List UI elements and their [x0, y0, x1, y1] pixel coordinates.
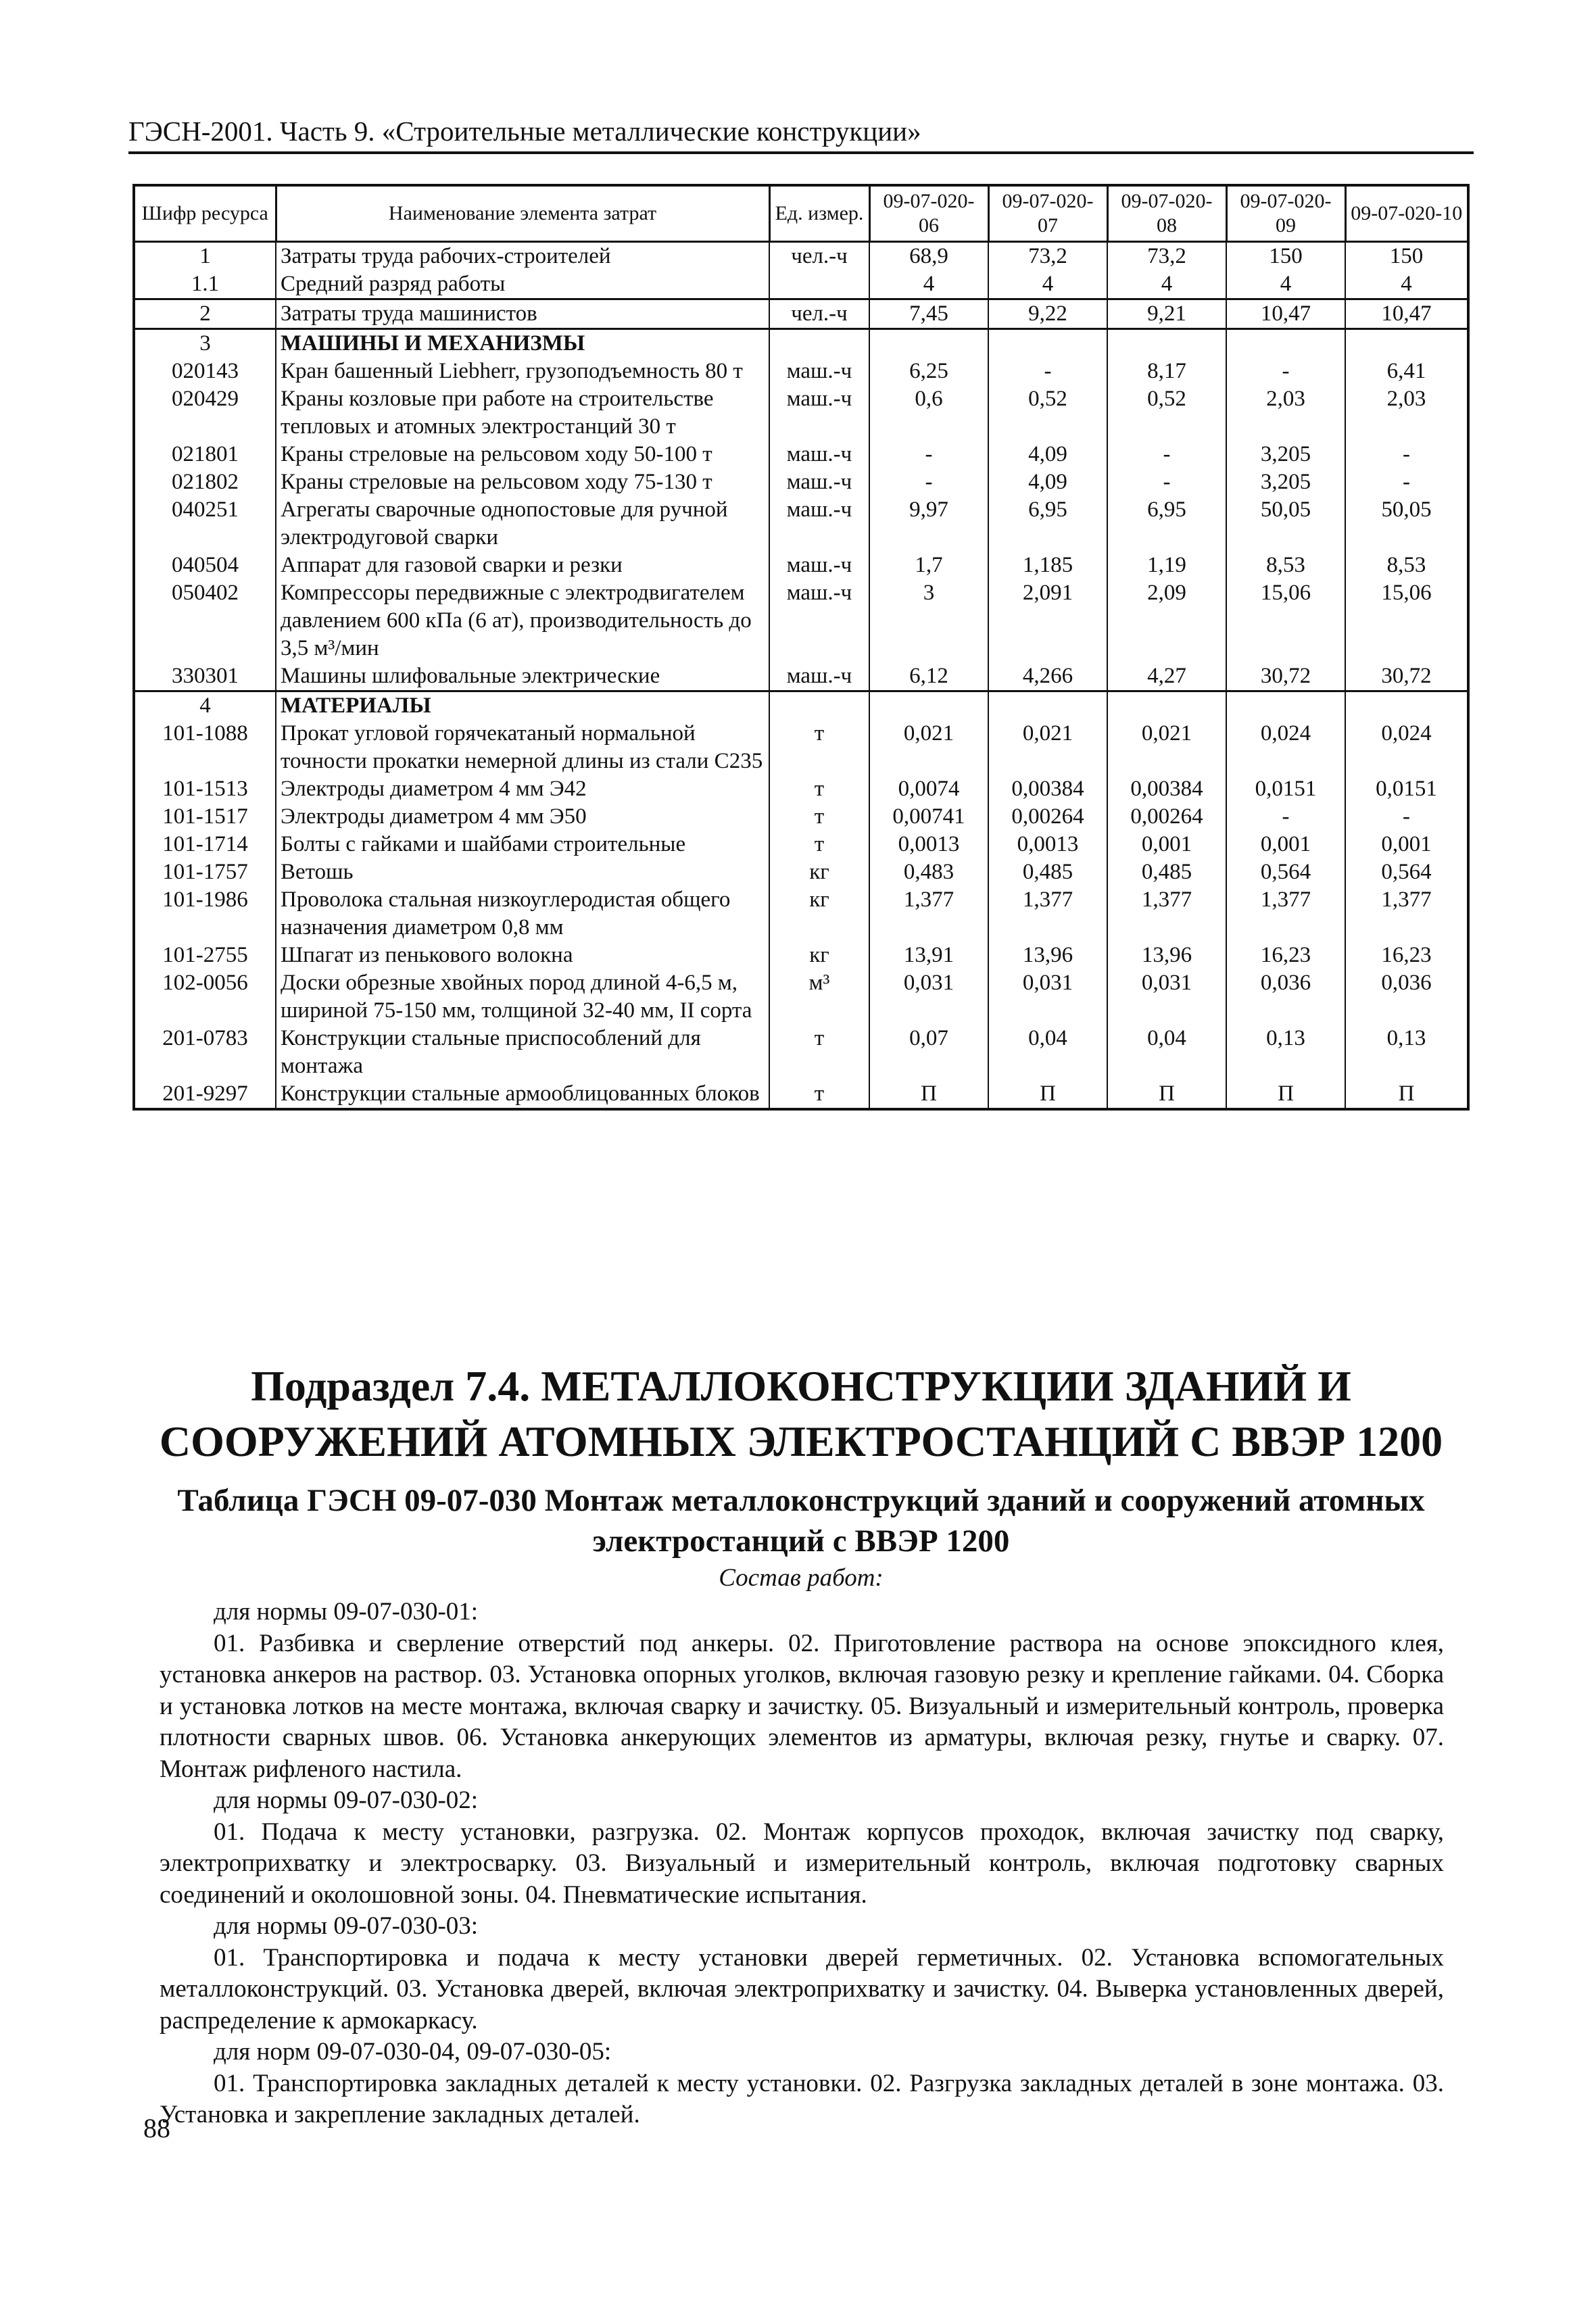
resource-value: 4,09 — [988, 441, 1107, 468]
page-header: ГЭСН-2001. Часть 9. «Строительные металлические конструкции» — [128, 115, 1474, 154]
resource-value: 150 — [1226, 242, 1345, 271]
resource-value: 3,205 — [1226, 441, 1345, 468]
resource-value: 9,97 — [869, 496, 988, 552]
resource-value: 4 — [1345, 270, 1468, 299]
resource-value — [1107, 691, 1226, 721]
resource-value: 1,377 — [988, 886, 1107, 942]
table-row — [134, 441, 1468, 468]
resource-value: 0,07 — [869, 1025, 988, 1080]
resource-unit: кг — [769, 942, 869, 969]
resource-value: - — [1345, 803, 1468, 831]
resource-unit — [769, 270, 869, 299]
resource-unit: кг — [769, 858, 869, 886]
resource-value: 1,377 — [1226, 886, 1345, 942]
resource-code: 101-1757 — [134, 858, 276, 886]
resource-value: 0,6 — [869, 385, 988, 441]
resource-code: 101-1517 — [134, 803, 276, 831]
resource-value: 15,06 — [1226, 579, 1345, 662]
table-row — [134, 691, 1468, 721]
resource-value: П — [1226, 1080, 1345, 1109]
resource-value: - — [869, 441, 988, 468]
resource-name: Электроды диаметром 4 мм Э50 — [276, 803, 769, 831]
resource-value: 13,96 — [988, 942, 1107, 969]
table-row — [134, 775, 1468, 803]
resource-value: 0,564 — [1226, 858, 1345, 886]
resource-value: 0,564 — [1345, 858, 1468, 886]
resource-name: Конструкции стальные приспособлений для монтажа — [276, 1025, 769, 1080]
resource-name: Электроды диаметром 4 мм Э42 — [276, 775, 769, 803]
resource-value: 0,00384 — [1107, 775, 1226, 803]
resource-value: 0,00741 — [869, 803, 988, 831]
resource-value: 6,41 — [1345, 358, 1468, 385]
resource-value: 0,036 — [1226, 969, 1345, 1025]
resource-unit: маш.-ч — [769, 468, 869, 496]
norm-label: для норм 09-07-030-04, 09-07-030-05: — [214, 2038, 612, 2066]
table-row — [134, 496, 1468, 552]
resource-unit: кг — [769, 886, 869, 942]
resource-value: 0,0013 — [988, 831, 1107, 858]
resource-unit: маш.-ч — [769, 552, 869, 579]
resource-value: 0,024 — [1226, 720, 1345, 775]
resource-value: 0,00264 — [988, 803, 1107, 831]
resource-code: 101-1088 — [134, 720, 276, 775]
resource-code: 040251 — [134, 496, 276, 552]
resource-code: 1 — [134, 242, 276, 271]
resource-unit: маш.-ч — [769, 496, 869, 552]
resource-value: 2,09 — [1107, 579, 1226, 662]
table-row — [134, 1025, 1468, 1080]
resource-value: 4,27 — [1107, 662, 1226, 691]
resource-value: 0,031 — [869, 969, 988, 1025]
resource-value: 0,0151 — [1345, 775, 1468, 803]
resource-value: 0,036 — [1345, 969, 1468, 1025]
table-row — [134, 468, 1468, 496]
resource-value: 0,031 — [1107, 969, 1226, 1025]
resource-value: - — [1345, 468, 1468, 496]
resource-name: Прокат угловой горячекатаный нормальной точности прокатки немерной длины из стали С235 — [276, 720, 769, 775]
resource-value: 16,23 — [1226, 942, 1345, 969]
resource-value: 0,52 — [1107, 385, 1226, 441]
resource-name: Затраты труда машинистов — [276, 299, 769, 329]
resource-value: 9,21 — [1107, 299, 1226, 329]
resource-unit: маш.-ч — [769, 441, 869, 468]
work-description: 01. Разбивка и сверление отверстий под анкеры. 02. Приготовление раствора на основе эпоксидного клея, установка анкеров на раствор. 03. Установка опорных уголков, включая газовую резку и крепление гайками. 04. Сборка и установка лотков на месте монтажа, включая сварку и зачистку. 05. Визуальный и измерительный контроль, проверка плотности сварных швов. 06. Установка анкерующих элементов из арматуры, включая резку, гнутье и сварку. 07. Монтаж рифленого настила. — [160, 1629, 1444, 1783]
resource-value — [869, 691, 988, 721]
resource-value: П — [869, 1080, 988, 1109]
resource-unit: чел.-ч — [769, 242, 869, 271]
table-row — [134, 803, 1468, 831]
resource-code: 201-9297 — [134, 1080, 276, 1109]
resource-value: 0,001 — [1226, 831, 1345, 858]
resource-value: 6,25 — [869, 358, 988, 385]
resource-code: 330301 — [134, 662, 276, 691]
resource-value: 0,485 — [1107, 858, 1226, 886]
table-row — [134, 299, 1468, 329]
resource-unit: м³ — [769, 969, 869, 1025]
resource-value: П — [1107, 1080, 1226, 1109]
resource-value — [869, 329, 988, 358]
work-description: 01. Транспортировка и подача к месту установки дверей герметичных. 02. Установка вспомогательных металлоконструкций. 03. Установка дверей, включая электроприхватку и зачистку. 04. Выверка установленных дверей, распределение к армокаркасу. — [160, 1943, 1444, 2034]
resource-code: 102-0056 — [134, 969, 276, 1025]
resource-value: 3,205 — [1226, 468, 1345, 496]
composition-label: Состав работ: — [719, 1564, 884, 1592]
table-row — [134, 1080, 1468, 1109]
header-norm-5: 09-07-020-10 — [1345, 185, 1468, 242]
resource-value: - — [1345, 441, 1468, 468]
resource-name: Шпагат из пенькового волокна — [276, 942, 769, 969]
resource-value: 6,95 — [988, 496, 1107, 552]
resource-name: Кран башенный Liebherr, грузоподъемность 80 т — [276, 358, 769, 385]
resource-code: 101-1513 — [134, 775, 276, 803]
resource-value: 1,377 — [1345, 886, 1468, 942]
table-header-row — [134, 185, 1468, 242]
resource-value: 4,266 — [988, 662, 1107, 691]
table-row — [134, 969, 1468, 1025]
table-row — [134, 358, 1468, 385]
header-code: Шифр ресурса — [134, 185, 276, 242]
resource-value: 73,2 — [988, 242, 1107, 271]
resource-value: 68,9 — [869, 242, 988, 271]
table-row — [134, 270, 1468, 299]
table-title: Таблица ГЭСН 09-07-030 Монтаж металлоконструкций зданий и сооружений атомных электростанций с ВВЭР 1200 — [177, 1483, 1425, 1559]
resource-code: 1.1 — [134, 270, 276, 299]
resource-value: 1,377 — [1107, 886, 1226, 942]
resource-value: 6,95 — [1107, 496, 1226, 552]
header-name: Наименование элемента затрат — [276, 185, 769, 242]
header-norm-3: 09-07-020-08 — [1107, 185, 1226, 242]
resource-value: 8,17 — [1107, 358, 1226, 385]
table-row — [134, 242, 1468, 271]
resource-value: 0,13 — [1345, 1025, 1468, 1080]
resource-value: 0,04 — [1107, 1025, 1226, 1080]
resource-value — [1345, 691, 1468, 721]
resource-value: 30,72 — [1345, 662, 1468, 691]
resource-value: 0,031 — [988, 969, 1107, 1025]
table-row — [134, 552, 1468, 579]
resource-value: 1,19 — [1107, 552, 1226, 579]
resource-name: Ветошь — [276, 858, 769, 886]
resource-value: П — [1345, 1080, 1468, 1109]
resource-value: 13,91 — [869, 942, 988, 969]
table-row — [134, 831, 1468, 858]
resource-unit: маш.-ч — [769, 579, 869, 662]
resource-value: 10,47 — [1226, 299, 1345, 329]
resource-value: 0,021 — [1107, 720, 1226, 775]
resource-unit: чел.-ч — [769, 299, 869, 329]
resource-value — [1226, 691, 1345, 721]
resource-value: 0,001 — [1345, 831, 1468, 858]
table-row — [134, 720, 1468, 775]
resource-value — [1107, 329, 1226, 358]
resource-value: - — [1226, 358, 1345, 385]
resource-unit: т — [769, 1080, 869, 1109]
resource-unit — [769, 329, 869, 358]
resource-code: 101-2755 — [134, 942, 276, 969]
resource-code: 020143 — [134, 358, 276, 385]
resource-value: 0,00384 — [988, 775, 1107, 803]
norm-label: для нормы 09-07-030-01: — [214, 1598, 479, 1626]
resource-code: 101-1714 — [134, 831, 276, 858]
resource-unit: т — [769, 831, 869, 858]
resource-unit: маш.-ч — [769, 662, 869, 691]
work-description: 01. Транспортировка закладных деталей к месту установки. 02. Разгрузка закладных деталей в зоне монтажа. 03. Установка и закрепление закладных деталей. — [160, 2069, 1444, 2128]
resource-value: 0,04 — [988, 1025, 1107, 1080]
resource-unit: т — [769, 803, 869, 831]
resource-value: 0,0074 — [869, 775, 988, 803]
resource-value: - — [988, 358, 1107, 385]
resource-value: 0,021 — [869, 720, 988, 775]
resource-value: - — [1226, 803, 1345, 831]
resource-value: 2,091 — [988, 579, 1107, 662]
table-row — [134, 329, 1468, 358]
resource-value: 3 — [869, 579, 988, 662]
resource-code: 050402 — [134, 579, 276, 662]
resource-value: 15,06 — [1345, 579, 1468, 662]
resource-value: 30,72 — [1226, 662, 1345, 691]
work-description: 01. Подача к месту установки, разгрузка. 02. Монтаж корпусов проходок, включая зачистку под сварку, электроприхватку и электросварку. 03. Визуальный и измерительный контроль, включая подготовку сварных соединений и околошовной зоны. 04. Пневматические испытания. — [160, 1818, 1444, 1909]
resource-name: Затраты труда рабочих-строителей — [276, 242, 769, 271]
table-row — [134, 886, 1468, 942]
resource-value: 0,021 — [988, 720, 1107, 775]
resource-value: 16,23 — [1345, 942, 1468, 969]
resource-value: 0,483 — [869, 858, 988, 886]
resource-value: 1,377 — [869, 886, 988, 942]
resource-name: Болты с гайками и шайбами строительные — [276, 831, 769, 858]
table-row — [134, 942, 1468, 969]
resource-value: 0,485 — [988, 858, 1107, 886]
resource-name: МАШИНЫ И МЕХАНИЗМЫ — [276, 329, 769, 358]
works-list — [160, 1597, 1444, 2131]
resource-name: Машины шлифовальные электрические — [276, 662, 769, 691]
resource-value: 10,47 — [1345, 299, 1468, 329]
resource-name: Краны козловые при работе на строительстве тепловых и атомных электростанций 30 т — [276, 385, 769, 441]
resource-value: 2,03 — [1345, 385, 1468, 441]
resource-value: 9,22 — [988, 299, 1107, 329]
resource-unit: маш.-ч — [769, 385, 869, 441]
table-row — [134, 858, 1468, 886]
resource-name: Доски обрезные хвойных пород длиной 4-6,5 м, шириной 75-150 мм, толщиной 32-40 мм, II сорта — [276, 969, 769, 1025]
table-row — [134, 579, 1468, 662]
resource-value: 0,00264 — [1107, 803, 1226, 831]
resource-value: 4,09 — [988, 468, 1107, 496]
resource-value: 7,45 — [869, 299, 988, 329]
resource-name: Агрегаты сварочные однопостовые для ручной электродуговой сварки — [276, 496, 769, 552]
table-row — [134, 385, 1468, 441]
resource-code: 4 — [134, 691, 276, 721]
table-body — [134, 242, 1468, 1110]
resource-code: 021802 — [134, 468, 276, 496]
resource-value — [1226, 329, 1345, 358]
resource-unit: т — [769, 775, 869, 803]
resource-value: 4 — [869, 270, 988, 299]
resource-code: 3 — [134, 329, 276, 358]
resource-code: 040504 — [134, 552, 276, 579]
resource-value: 50,05 — [1345, 496, 1468, 552]
header-unit: Ед. измер. — [769, 185, 869, 242]
resource-value: 4 — [988, 270, 1107, 299]
resource-name: Средний разряд работы — [276, 270, 769, 299]
resource-name: Компрессоры передвижные с электродвигателем давлением 600 кПа (6 ат), производительность до 3,5 м³/мин — [276, 579, 769, 662]
norm-label: для нормы 09-07-030-02: — [214, 1786, 479, 1814]
resource-unit: т — [769, 1025, 869, 1080]
resource-name: Конструкции стальные армооблицованных блоков — [276, 1080, 769, 1109]
resource-table — [132, 184, 1470, 1111]
resource-code: 201-0783 — [134, 1025, 276, 1080]
resource-code: 021801 — [134, 441, 276, 468]
resource-value: П — [988, 1080, 1107, 1109]
header-norm-1: 09-07-020-06 — [869, 185, 988, 242]
resource-value: 73,2 — [1107, 242, 1226, 271]
subsection-title: Подраздел 7.4. МЕТАЛЛОКОНСТРУКЦИИ ЗДАНИЙ И СООРУЖЕНИЙ АТОМНЫХ ЭЛЕКТРОСТАНЦИЙ С ВВЭР 1200 — [159, 1362, 1443, 1465]
resource-value: 4 — [1226, 270, 1345, 299]
resource-value: 0,0151 — [1226, 775, 1345, 803]
resource-value: 8,53 — [1345, 552, 1468, 579]
resource-value: 1,185 — [988, 552, 1107, 579]
resource-value: 0,52 — [988, 385, 1107, 441]
resource-value: 13,96 — [1107, 942, 1226, 969]
resource-value: 0,0013 — [869, 831, 988, 858]
resource-unit: маш.-ч — [769, 358, 869, 385]
resource-name: МАТЕРИАЛЫ — [276, 691, 769, 721]
table-row — [134, 662, 1468, 691]
resource-value: 50,05 — [1226, 496, 1345, 552]
resource-value: 150 — [1345, 242, 1468, 271]
resource-value — [988, 691, 1107, 721]
header-norm-2: 09-07-020-07 — [988, 185, 1107, 242]
resource-unit: т — [769, 720, 869, 775]
resource-value: 6,12 — [869, 662, 988, 691]
header-norm-4: 09-07-020-09 — [1226, 185, 1345, 242]
resource-value — [1345, 329, 1468, 358]
resource-unit — [769, 691, 869, 721]
norm-label: для нормы 09-07-030-03: — [214, 1912, 479, 1940]
resource-value — [988, 329, 1107, 358]
resource-value: 2,03 — [1226, 385, 1345, 441]
resource-name: Аппарат для газовой сварки и резки — [276, 552, 769, 579]
resource-value: - — [869, 468, 988, 496]
resource-value: 0,001 — [1107, 831, 1226, 858]
resource-value: - — [1107, 468, 1226, 496]
resource-value: 4 — [1107, 270, 1226, 299]
resource-value: 1,7 — [869, 552, 988, 579]
resource-value: 8,53 — [1226, 552, 1345, 579]
resource-name: Проволока стальная низкоуглеродистая общего назначения диаметром 0,8 мм — [276, 886, 769, 942]
resource-name: Краны стреловые на рельсовом ходу 75-130 т — [276, 468, 769, 496]
page-number: 88 — [143, 2113, 170, 2143]
resource-code: 2 — [134, 299, 276, 329]
resource-code: 101-1986 — [134, 886, 276, 942]
resource-value: 0,024 — [1345, 720, 1468, 775]
resource-code: 020429 — [134, 385, 276, 441]
resource-name: Краны стреловые на рельсовом ходу 50-100 т — [276, 441, 769, 468]
resource-value: 0,13 — [1226, 1025, 1345, 1080]
resource-value: - — [1107, 441, 1226, 468]
